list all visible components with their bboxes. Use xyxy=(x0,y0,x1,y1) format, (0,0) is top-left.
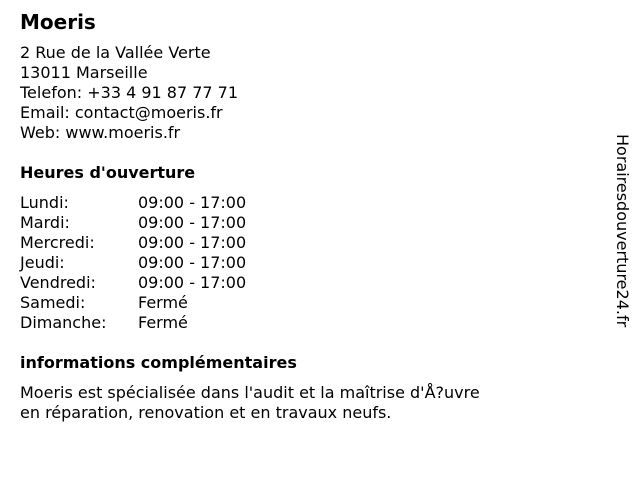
hours-day: Lundi: xyxy=(20,193,69,212)
hours-row-lundi xyxy=(20,193,600,213)
hours-row-vendredi xyxy=(20,273,600,293)
hours-time: 09:00 - 17:00 xyxy=(138,273,247,292)
email-text: Email: contact@moeris.fr xyxy=(20,103,223,122)
hours-time: 09:00 - 17:00 xyxy=(138,193,247,212)
business-card xyxy=(20,9,600,423)
hours-day: Jeudi: xyxy=(20,253,65,272)
hours-row-mardi xyxy=(20,213,600,233)
hours-day: Dimanche: xyxy=(20,313,107,332)
address-street: 2 Rue de la Vallée Verte xyxy=(20,43,211,62)
hours-row-samedi xyxy=(20,293,600,313)
hours-day: Mercredi: xyxy=(20,233,95,252)
hours-day: Vendredi: xyxy=(20,273,96,292)
hours-table xyxy=(20,193,600,333)
hours-day: Samedi: xyxy=(20,293,86,312)
info-line-2: en réparation, renovation et en travaux neufs. xyxy=(20,403,392,422)
info-heading: informations complémentaires xyxy=(20,353,297,372)
info-description xyxy=(20,383,540,423)
hours-row-dimanche xyxy=(20,313,600,333)
web-text: Web: www.moeris.fr xyxy=(20,123,181,142)
side-watermark-text: Horairesdouverture24.fr xyxy=(613,134,632,328)
business-name: Moeris xyxy=(20,10,96,34)
contact-block xyxy=(20,43,600,143)
hours-time: 09:00 - 17:00 xyxy=(138,213,247,232)
hours-day: Mardi: xyxy=(20,213,70,232)
hours-time: Fermé xyxy=(138,313,188,332)
hours-row-jeudi xyxy=(20,253,600,273)
side-watermark xyxy=(612,134,632,344)
info-line-1: Moeris est spécialisée dans l'audit et la maîtrise d'Å?uvre xyxy=(20,383,480,402)
hours-heading: Heures d'ouverture xyxy=(20,163,196,182)
hours-time: 09:00 - 17:00 xyxy=(138,233,247,252)
hours-time: Fermé xyxy=(138,293,188,312)
hours-row-mercredi xyxy=(20,233,600,253)
address-city: 13011 Marseille xyxy=(20,63,148,82)
hours-time: 09:00 - 17:00 xyxy=(138,253,247,272)
phone-text: Telefon: +33 4 91 87 77 71 xyxy=(20,83,239,102)
